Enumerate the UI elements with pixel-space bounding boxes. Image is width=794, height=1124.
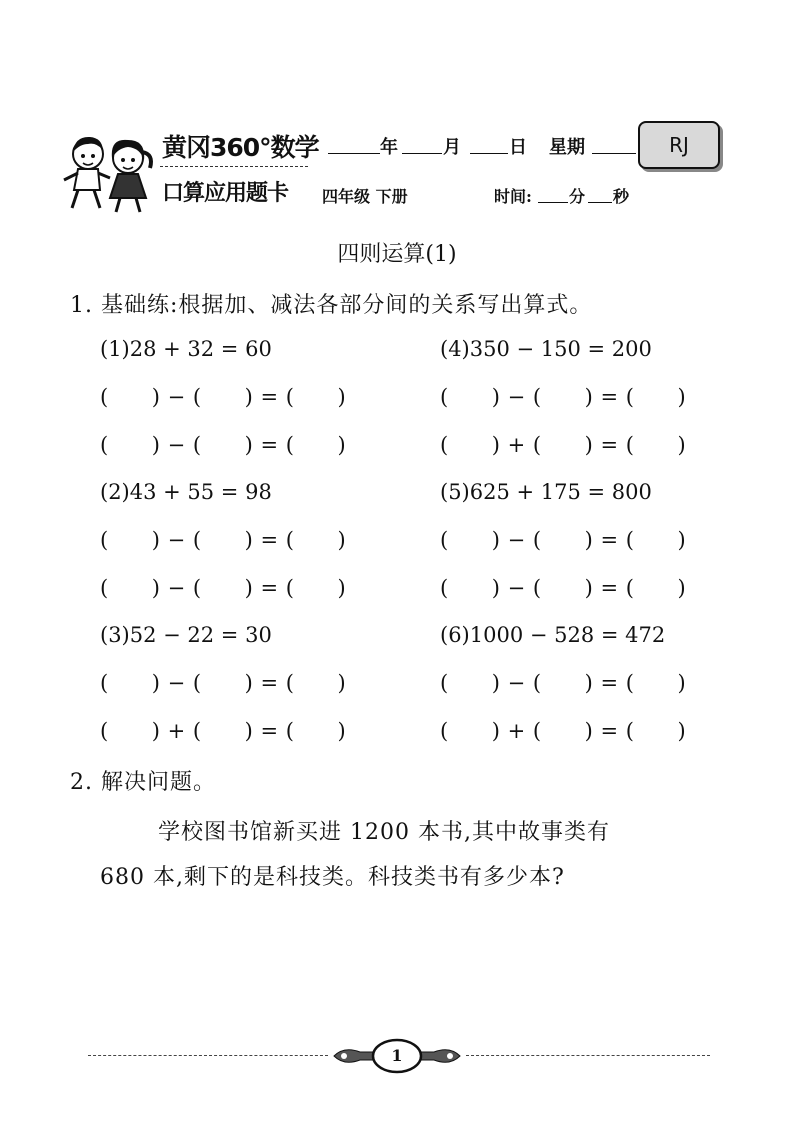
q1-answer-line[interactable]: ( ) − ( ) = ( ) bbox=[440, 385, 687, 409]
footer-divider-left bbox=[88, 1055, 328, 1056]
year-label: 年 bbox=[380, 137, 398, 158]
footer-divider-right bbox=[466, 1055, 710, 1056]
q1-answer-line[interactable]: ( ) − ( ) = ( ) bbox=[440, 528, 687, 552]
q1-answer-line[interactable]: ( ) − ( ) = ( ) bbox=[100, 671, 347, 695]
q1-heading: 1. 基础练:根据加、减法各部分间的关系写出算式。 bbox=[70, 293, 593, 318]
q1-equation-2: (2)43 + 55 = 98 bbox=[100, 480, 272, 504]
page-title: 四则运算(1) bbox=[337, 242, 457, 267]
year-blank[interactable] bbox=[328, 153, 380, 154]
minute-label: 分 bbox=[569, 187, 586, 206]
q1-answer-line[interactable]: ( ) + ( ) = ( ) bbox=[100, 719, 347, 743]
q2-heading: 2. 解决问题。 bbox=[70, 770, 216, 795]
q1-answer-line[interactable]: ( ) + ( ) = ( ) bbox=[440, 433, 687, 457]
day-label: 日 bbox=[509, 137, 527, 158]
q1-equation-6: (6)1000 − 528 = 472 bbox=[440, 623, 666, 647]
q1-equation-5: (5)625 + 175 = 800 bbox=[440, 480, 652, 504]
q1-answer-line[interactable]: ( ) − ( ) = ( ) bbox=[100, 433, 347, 457]
q1-answer-line[interactable]: ( ) − ( ) = ( ) bbox=[440, 576, 687, 600]
q2-text-line-1: 学校图书馆新买进 1200 本书,其中故事类有 bbox=[158, 820, 610, 845]
edition-badge: RJ bbox=[638, 121, 720, 169]
brand-title: 黄冈360°数学 bbox=[162, 133, 319, 162]
weekday-blank[interactable] bbox=[592, 153, 636, 154]
second-blank[interactable] bbox=[588, 202, 612, 203]
q2-text-line-2: 680 本,剩下的是科技类。科技类书有多少本? bbox=[100, 865, 565, 890]
q1-equation-4: (4)350 − 150 = 200 bbox=[440, 337, 652, 361]
grade-label: 四年级 下册 bbox=[322, 187, 408, 206]
second-label: 秒 bbox=[613, 187, 630, 206]
minute-blank[interactable] bbox=[538, 202, 568, 203]
q1-answer-line[interactable]: ( ) − ( ) = ( ) bbox=[100, 576, 347, 600]
page-number: 1 bbox=[391, 1046, 403, 1065]
brand-divider bbox=[160, 166, 308, 167]
day-blank[interactable] bbox=[470, 153, 508, 154]
weekday-label: 星期 bbox=[549, 137, 585, 158]
cartoon-kids-logo bbox=[60, 128, 158, 214]
time-label: 时间: bbox=[494, 187, 532, 206]
q1-answer-line[interactable]: ( ) − ( ) = ( ) bbox=[100, 528, 347, 552]
month-blank[interactable] bbox=[402, 153, 442, 154]
q1-equation-1: (1)28 + 32 = 60 bbox=[100, 337, 272, 361]
brand-subtitle: 口算应用题卡 bbox=[162, 181, 289, 206]
q1-answer-line[interactable]: ( ) − ( ) = ( ) bbox=[440, 671, 687, 695]
q1-equation-3: (3)52 − 22 = 30 bbox=[100, 623, 272, 647]
q1-answer-line[interactable]: ( ) + ( ) = ( ) bbox=[440, 719, 687, 743]
q1-answer-line[interactable]: ( ) − ( ) = ( ) bbox=[100, 385, 347, 409]
month-label: 月 bbox=[443, 137, 461, 158]
